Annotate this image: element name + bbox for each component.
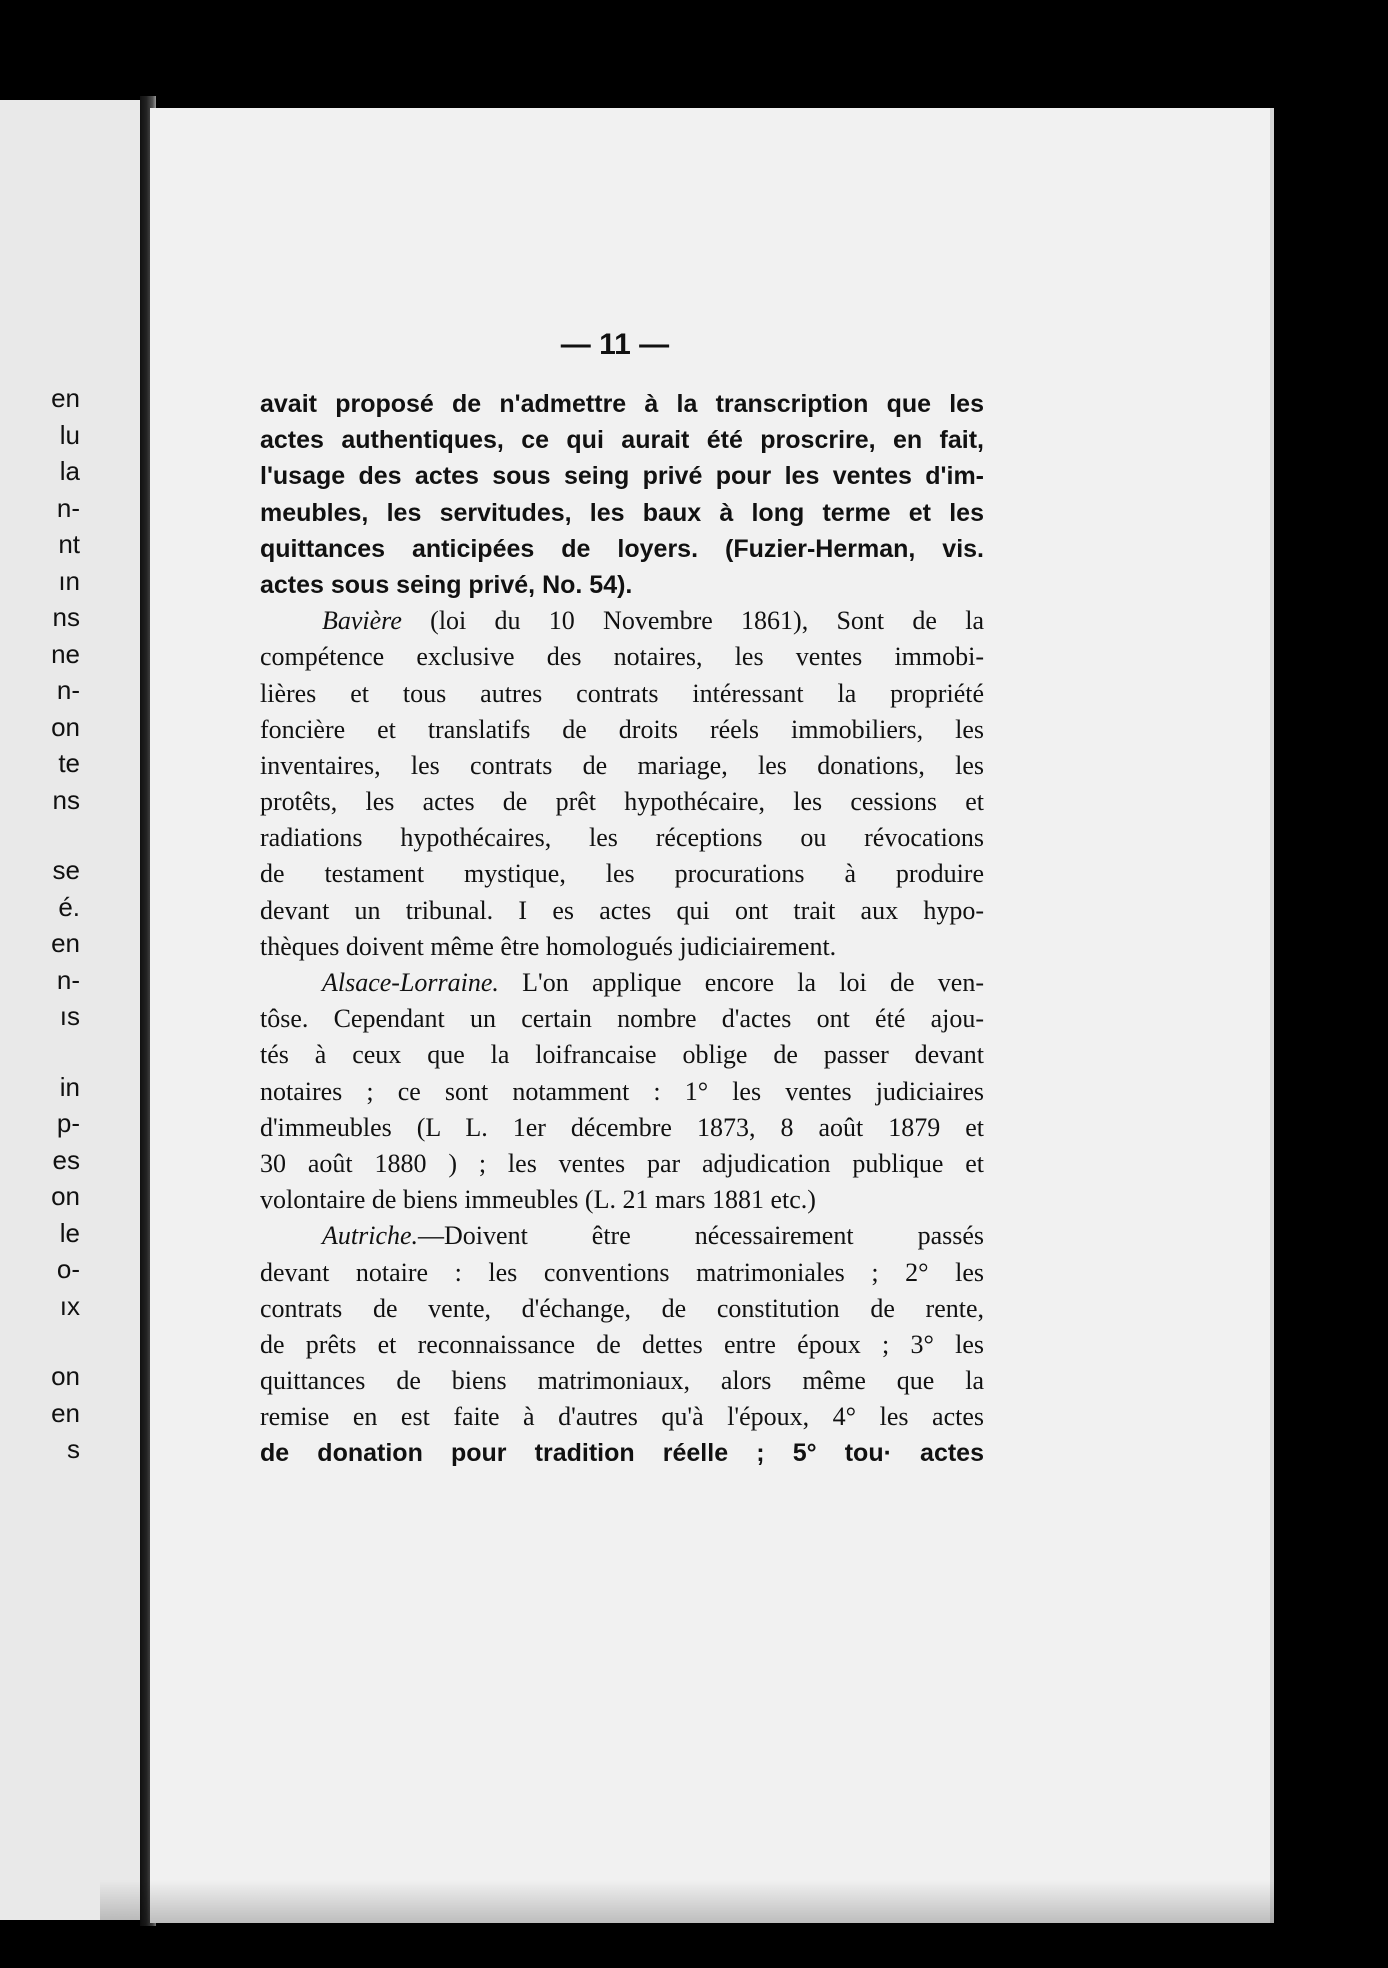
left-fragment-line: ın	[58, 565, 80, 596]
text-line	[260, 603, 984, 639]
left-fragment-line: ıx	[59, 1290, 80, 1321]
text-line: de donation pour tradition réelle ; 5° tou· actes	[260, 1439, 984, 1468]
left-fragment-line: é.	[58, 891, 80, 922]
text-line: quittances anticipées de loyers. (Fuzier-Herman, vis.	[260, 534, 984, 563]
text-line	[260, 965, 984, 1001]
text-line: actes sous seing privé, No. 54).	[260, 570, 633, 599]
left-fragment-line: ıs	[59, 1001, 80, 1031]
text-line: devant notaire : les conventions matrimoniales ; 2° les	[260, 1257, 984, 1287]
left-fragment-line: p-	[56, 1108, 80, 1138]
left-fragment-line: es	[52, 1144, 80, 1175]
left-fragment-line: en	[51, 928, 80, 958]
text-line: actes authentiques, ce qui aurait été proscrire, en fait,	[260, 426, 984, 455]
left-fragment-line: on	[51, 1181, 80, 1211]
text-line: protêts, les actes de prêt hypothécaire, les cessions et	[260, 787, 984, 817]
text-line: l'usage des actes sous seing privé pour les ventes d'im-	[260, 462, 984, 491]
text-line: contrats de vente, d'échange, de constitution de rente,	[260, 1293, 984, 1323]
left-fragment-line: se	[52, 855, 80, 885]
left-fragment-line: la	[59, 456, 80, 486]
text-line: thèques doivent même être homologués judiciairement.	[260, 931, 837, 961]
text-line: remise en est faite à d'autres qu'à l'époux, 4° les actes	[260, 1402, 984, 1432]
page-bottom-shadow	[100, 1880, 1280, 1930]
text-line-content: (loi du 10 Novembre 1861), Sont de la	[401, 606, 984, 636]
left-fragment-line: ne	[51, 638, 80, 669]
left-fragment-line: lu	[59, 419, 80, 450]
text-line: de prêts et reconnaissance de dettes entre époux ; 3° les	[260, 1329, 984, 1359]
left-fragment-gap	[0, 818, 80, 852]
text-line: foncière et translatifs de droits réels immobiliers, les	[260, 714, 984, 744]
left-fragment-line: ns	[52, 602, 80, 632]
page-number: — 11 —	[560, 328, 670, 361]
text-line: notaires ; ce sont notamment : 1° les ventes judiciaires	[260, 1076, 984, 1106]
left-fragment-line: s	[67, 1434, 80, 1464]
left-fragment-line: ns	[52, 784, 80, 815]
left-fragment-line: n-	[56, 964, 80, 995]
text-line: avait proposé de n'admettre à la transcription que les	[260, 390, 984, 418]
text-line: tés à ceux que la loifrancaise oblige de passer devant	[260, 1040, 984, 1070]
text-line: 30 août 1880 ) ; les ventes par adjudication publique et	[260, 1148, 984, 1178]
left-fragment-line: n-	[56, 675, 80, 705]
text-line: tôse. Cependant un certain nombre d'actes ont été ajou-	[260, 1004, 984, 1034]
section-heading: Alsace-Lorraine.	[322, 968, 499, 997]
text-line: radiations hypothécaires, les réceptions ou révocations	[260, 823, 984, 853]
left-fragment-line: on	[51, 711, 80, 742]
left-fragment-line: le	[59, 1217, 80, 1248]
page-body-text	[260, 386, 984, 1472]
text-line: quittances de biens matrimoniaux, alors même que la	[260, 1366, 984, 1396]
left-fragment-line: in	[59, 1071, 80, 1102]
text-line: compétence exclusive des notaires, les ventes immobi-	[260, 642, 984, 672]
left-fragment-line: o-	[56, 1254, 80, 1284]
text-line: inventaires, les contrats de mariage, les donations, les	[260, 750, 984, 780]
left-fragment-line: en	[51, 383, 80, 413]
text-line-content: —Doivent être nécessairement passés	[418, 1221, 984, 1251]
left-page-text-fragments	[0, 380, 80, 1468]
left-fragment-line: en	[51, 1397, 80, 1428]
section-heading: Autriche.	[322, 1221, 419, 1251]
text-line: meubles, les servitudes, les baux à long terme et les	[260, 498, 984, 527]
left-fragment-line: on	[51, 1361, 80, 1391]
text-line: volontaire de biens immeubles (L. 21 mars 1881 etc.)	[260, 1185, 816, 1215]
text-line: d'immeubles (L L. 1er décembre 1873, 8 août 1879 et	[260, 1112, 984, 1142]
left-fragment-line: te	[58, 748, 80, 778]
left-fragment-gap	[0, 1035, 80, 1069]
left-fragment-line: nt	[58, 529, 80, 559]
text-line: lières et tous autres contrats intéressant la propriété	[260, 678, 984, 708]
text-line: de testament mystique, les procurations à produire	[260, 859, 984, 889]
left-fragment-gap	[0, 1324, 80, 1358]
text-line-content: L'on applique encore la loi de ven-	[498, 968, 984, 997]
section-heading: Bavière	[322, 606, 402, 636]
text-line	[260, 1218, 984, 1254]
left-fragment-line: n-	[56, 492, 80, 523]
text-line: devant un tribunal. I es actes qui ont trait aux hypo-	[260, 895, 984, 925]
